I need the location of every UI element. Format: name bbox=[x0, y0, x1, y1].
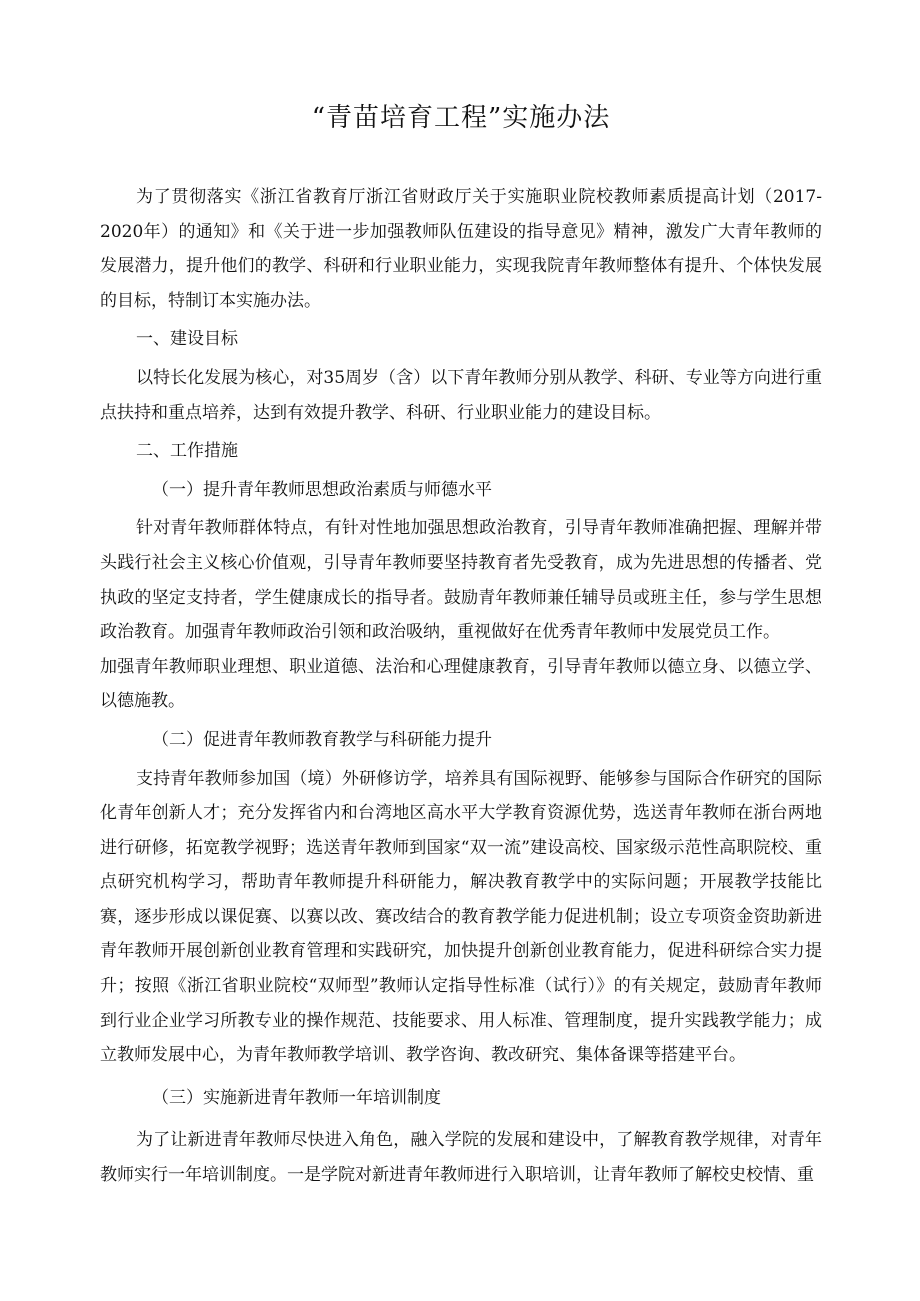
subsection-1-paragraph-1: 针对青年教师群体特点，有针对性地加强思想政治教育，引导青年教师准确把握、理解并带头践行社会主义核心价值观，引导青年教师要坚持教育者先受教育，成为先进思想的传播者、党执政的坚定支持者，学生健康成长的指导者。鼓励青年教师兼任辅导员或班主任，参与学生思想政治教育。加强青年教师政治引领和政治吸纳，重视做好在优秀青年教师中发展党员工作。 bbox=[100, 518, 822, 643]
section-heading-measures: 二、工作措施 bbox=[136, 441, 238, 462]
goals-paragraph: 以特长化发展为核心，对35周岁（含）以下青年教师分别从教学、科研、专业等方向进行重点扶持和重点培养，达到有效提升教学、科研、行业职业能力的建设目标。 bbox=[100, 367, 822, 423]
subsection-heading-3: （三）实施新进青年教师一年培训制度 bbox=[152, 1087, 441, 1108]
intro-paragraph: 为了贯彻落实《浙江省教育厅浙江省财政厅关于实施职业院校教师素质提高计划（2017-2020年）的通知》和《关于进一步加强教师队伍建设的指导意见》精神，激发广大青年教师的发展潜力，提升他们的教学、科研和行业职业能力，实现我院青年教师整体有提升、个体快发展的目标，特制订本实施办法。 bbox=[100, 187, 822, 311]
subsection-1-paragraph-2: 加强青年教师职业理想、职业道德、法治和心理健康教育，引导青年教师以德立身、以德立学、以德施教。 bbox=[100, 656, 822, 712]
subsection-heading-2: （二）促进青年教师教育教学与科研能力提升 bbox=[152, 729, 492, 750]
subsection-3-paragraph-1: 为了让新进青年教师尽快进入角色，融入学院的发展和建设中，了解教育教学规律，对青年教师实行一年培训制度。一是学院对新进青年教师进行入职培训，让青年教师了解校史校情、重 bbox=[100, 1130, 822, 1186]
subsection-heading-1: （一）提升青年教师思想政治素质与师德水平 bbox=[152, 479, 492, 500]
section-heading-goals: 一、建设目标 bbox=[136, 329, 238, 350]
document-body bbox=[100, 180, 822, 1193]
document-title: “青苗培育工程”实施办法 bbox=[311, 103, 611, 133]
subsection-2-paragraph-1: 支持青年教师参加国（境）外研修访学，培养具有国际视野、能够参与国际合作研究的国际化青年创新人才；充分发挥省内和台湾地区高水平大学教育资源优势，选送青年教师在浙台两地进行研修，拓宽教学视野；选送青年教师到国家“双一流”建设高校、国家级示范性高职院校、重点研究机构学习，帮助青年教师提升科研能力，解决教育教学中的实际问题；开展教学技能比赛，逐步形成以课促赛、以赛以改、赛改结合的教育教学能力促进机制；设立专项资金资助新进青年教师开展创新创业教育管理和实践研究，加快提升创新创业教育能力，促进科研综合实力提升；按照《浙江省职业院校“双师型”教师认定指导性标准（试行）》的有关规定，鼓励青年教师到行业企业学习所教专业的操作规范、技能要求、用人标准、管理制度，提升实践教学能力；成立教师发展中心，为青年教师教学培训、教学咨询、教改研究、集体备课等搭建平台。 bbox=[100, 768, 822, 1066]
